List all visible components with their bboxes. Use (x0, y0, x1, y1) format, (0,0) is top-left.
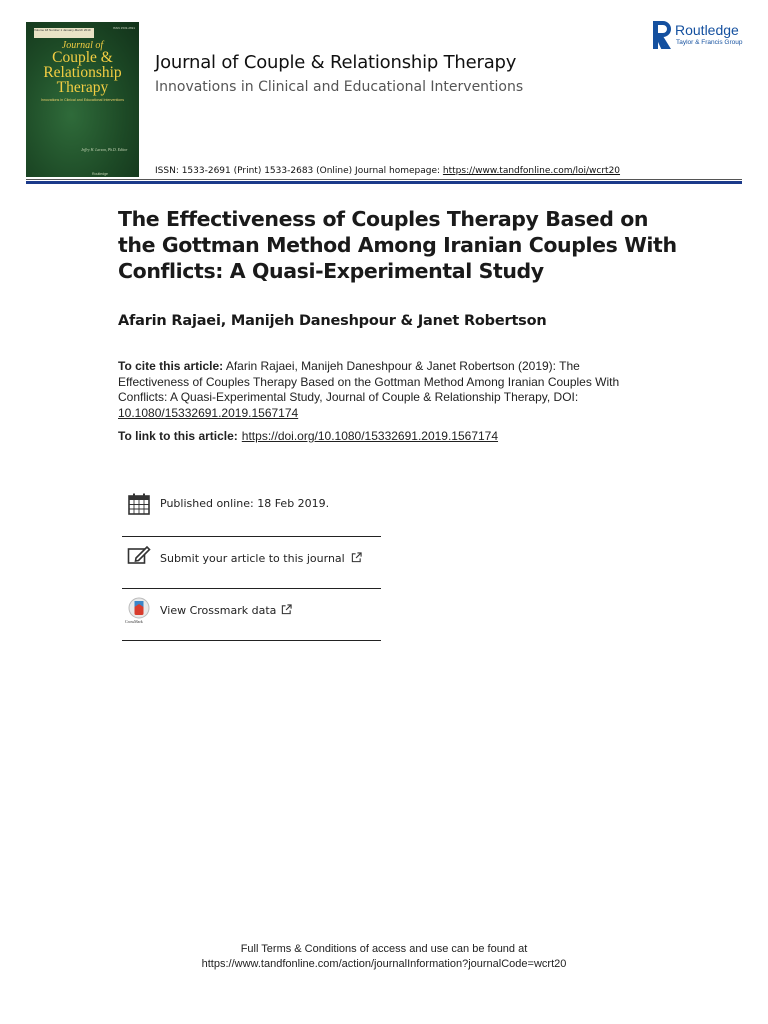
edit-icon (127, 544, 151, 568)
routledge-logo[interactable] (653, 21, 753, 51)
cover-subtitle: Innovations in Clinical and Educational Interventions (40, 98, 125, 102)
citation-block (118, 359, 638, 421)
journal-subtitle: Innovations in Clinical and Educational Interventions (155, 79, 524, 95)
info-divider (122, 588, 381, 589)
published-online-row (122, 491, 381, 521)
crossmark-icon-label: CrossMark (125, 619, 143, 624)
article-authors: Afarin Rajaei, Manijeh Daneshpour & Janet Robertson (118, 313, 547, 329)
cover-publisher: Routledge (92, 172, 108, 176)
citation-label: To cite this article: (118, 359, 224, 373)
cover-volume-label: Volume 18 Number 1 January-March 2019 (34, 28, 94, 38)
article-title: The Effectiveness of Couples Therapy Based on the Gottman Method Among Iranian Couples With Conflicts: A Quasi-Experimental Study (118, 207, 677, 283)
info-divider (122, 640, 381, 641)
info-divider (122, 536, 381, 537)
footer-terms-link[interactable]: https://www.tandfonline.com/action/journalInformation?journalCode=wcrt20 (201, 958, 567, 970)
cover-title-main: Couple & Relationship Therapy (43, 49, 122, 96)
publisher-name: Routledge (675, 22, 739, 38)
issn-line (155, 166, 620, 176)
citation-text: Afarin Rajaei, Manijeh Daneshpour & Janet Robertson (2019): The Effectiveness of Couples Therapy Based on the Gottman Method Among Iranian Couples With Conflicts: A Quasi-Experimental Study, Journal of Couple & Relationship Therapy, DOI: (118, 359, 620, 404)
header-divider-thin (26, 179, 742, 180)
publisher-group: Taylor & Francis Group (676, 39, 743, 46)
crossmark-row[interactable] (122, 597, 381, 631)
issn-text: ISSN: 1533-2691 (Print) 1533-2683 (Online) Journal homepage: (155, 166, 443, 176)
article-doi-link[interactable]: https://doi.org/10.1080/15332691.2019.1567174 (241, 429, 499, 443)
published-online-text: Published online: 18 Feb 2019. (160, 497, 330, 510)
article-link-block (118, 429, 498, 443)
journal-cover-image (26, 22, 139, 177)
journal-homepage-link[interactable]: https://www.tandfonline.com/loi/wcrt20 (442, 166, 621, 176)
submit-article-link[interactable] (160, 552, 362, 565)
journal-title: Journal of Couple & Relationship Therapy (155, 52, 517, 73)
cover-issn: ISSN 1533-2691 (112, 26, 135, 30)
article-link-label: To link to this article: (118, 429, 238, 443)
routledge-r-icon (653, 21, 671, 49)
cover-title-small: Journal of (61, 40, 104, 51)
external-link-icon (281, 604, 292, 615)
crossmark-text: View Crossmark data (160, 604, 277, 617)
footer (0, 942, 768, 972)
submit-article-text: Submit your article to this journal (160, 552, 345, 565)
citation-doi-link[interactable]: 10.1080/15332691.2019.1567174 (118, 405, 299, 420)
cover-editor: Jeffry H. Larson, Ph.D. Editor (81, 148, 128, 152)
external-link-icon (351, 552, 362, 563)
header-divider (26, 181, 742, 184)
calendar-icon (127, 492, 151, 516)
submit-article-row[interactable] (122, 544, 381, 574)
footer-terms-text: Full Terms & Conditions of access and use can be found at (240, 943, 528, 955)
crossmark-link[interactable] (160, 604, 292, 617)
